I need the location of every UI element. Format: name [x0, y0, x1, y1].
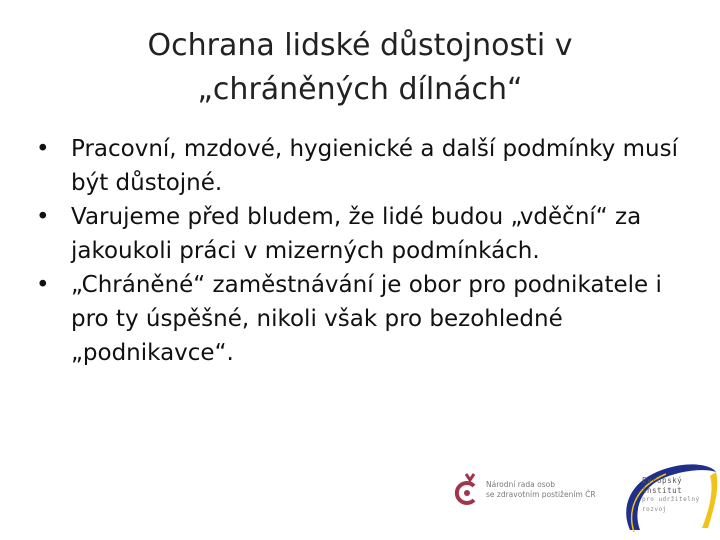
- nrzp-logo-text: [486, 480, 596, 500]
- esf-line-2: institut: [642, 485, 683, 495]
- bullet-item: [36, 132, 696, 200]
- bullet-list: [36, 132, 696, 370]
- bullet-text: „Chráněné“ zaměstnávání je obor pro podnikatele i pro ty úspěšné, nikoli však pro bezohledné „podnikavce“.: [71, 272, 662, 366]
- title-line-1: Ochrana lidské důstojnosti v: [147, 28, 573, 63]
- nrzp-logo-icon: [452, 470, 484, 510]
- bullet-dot: •: [36, 272, 50, 298]
- evropsky-institut-text: [642, 476, 700, 514]
- nrzp-line-1: Národní rada osob: [486, 480, 555, 489]
- esf-line-3: pro udržitelný: [642, 496, 700, 503]
- bullet-dot: •: [36, 136, 50, 162]
- footer-logos: [448, 452, 720, 540]
- slide-title: [0, 24, 720, 112]
- bullet-text: Varujeme před bludem, že lidé budou „vděční“ za jakoukoli práci v mizerných podmínkách.: [71, 204, 642, 264]
- bullet-item: [36, 200, 696, 268]
- bullet-item: [36, 268, 696, 370]
- bullet-dot: •: [36, 204, 50, 230]
- esf-line-4: rozvoj: [642, 505, 667, 513]
- esf-line-1: Evropský: [642, 476, 683, 485]
- bullet-text: Pracovní, mzdové, hygienické a další podmínky musí být důstojné.: [71, 136, 678, 196]
- nrzp-line-2: se zdravotním postižením ČR: [486, 490, 596, 499]
- evropsky-institut-logo: [616, 458, 720, 540]
- title-line-2: „chráněných dílnách“: [197, 72, 523, 107]
